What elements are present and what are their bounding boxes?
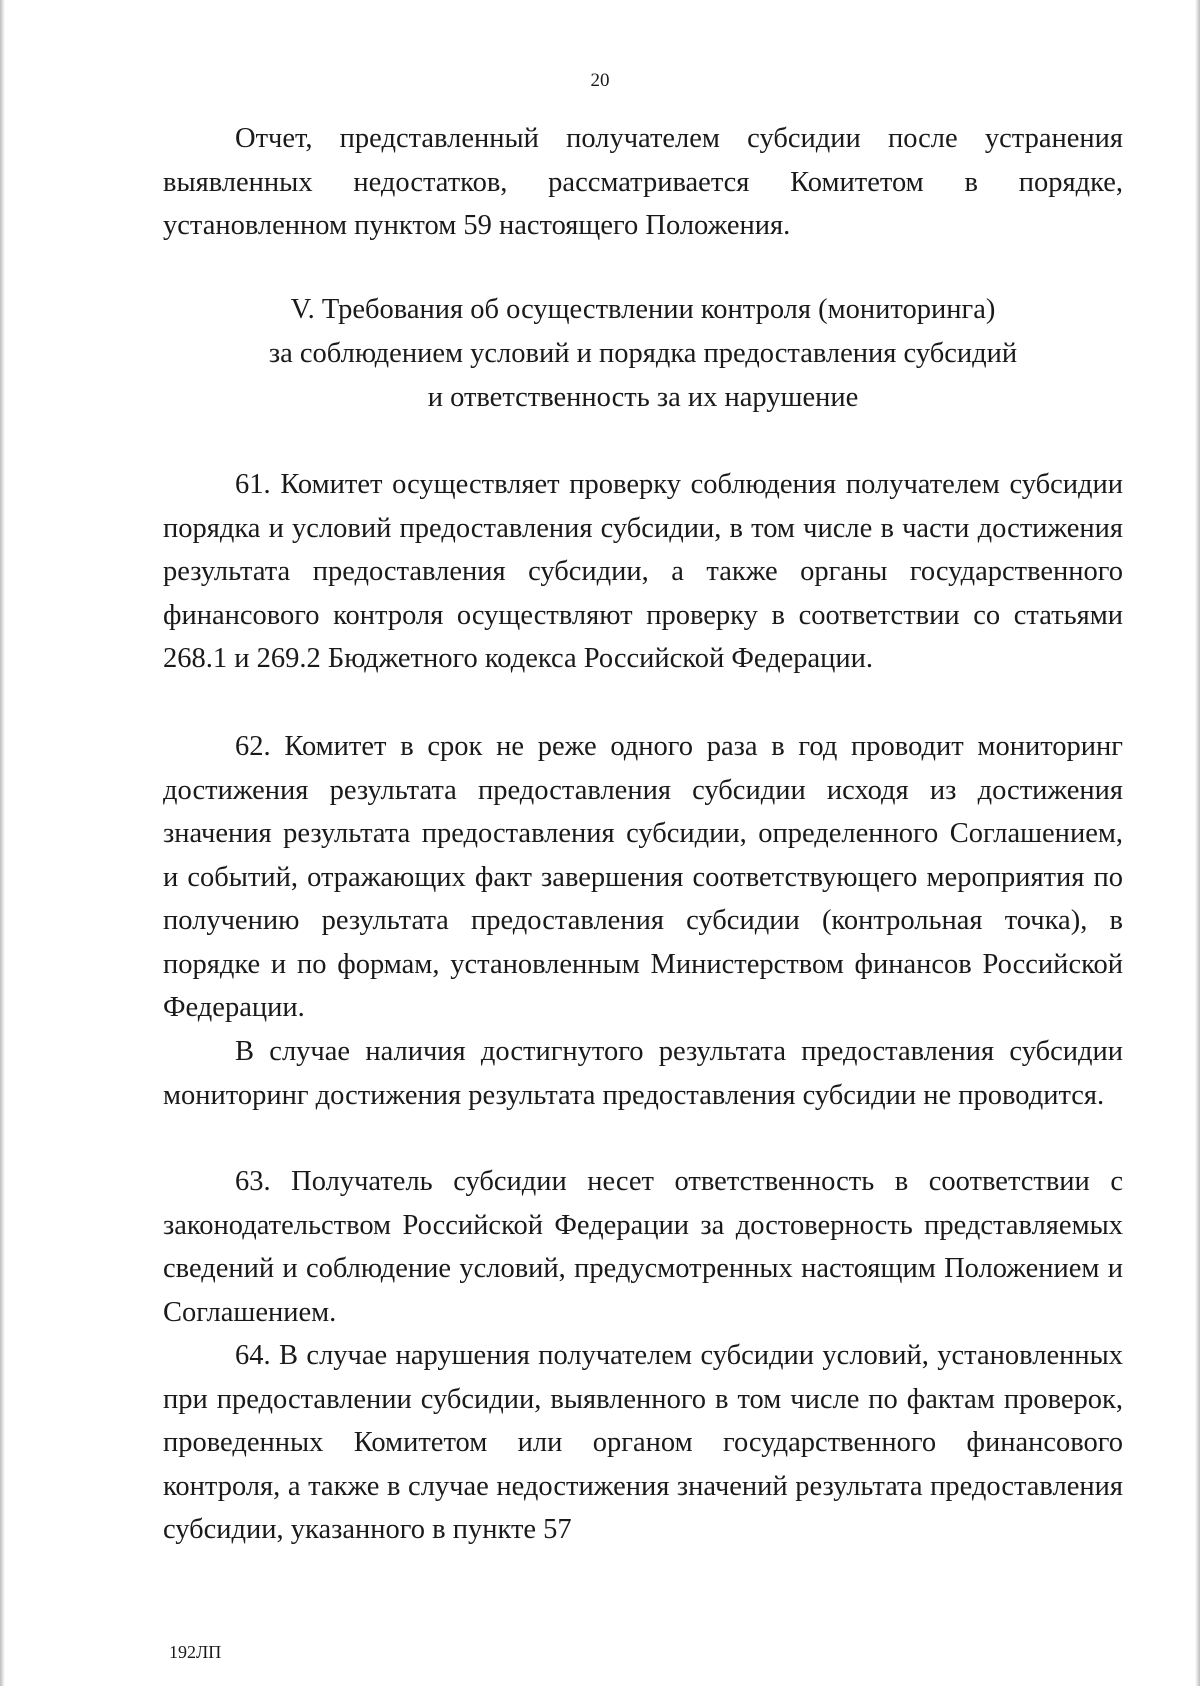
paragraph-62-continuation: В случае наличия достигнутого результата предоставления субсидии мониторинг достижения результата предоставления субсидии не проводится.	[163, 1036, 1123, 1111]
section-heading	[163, 288, 1123, 420]
paragraph-61: 61. Комитет осуществляет проверку соблюдения получателем субсидии порядка и условий предоставления субсидии, в том числе в части достижения результата предоставления субсидии, а также органы государственного финансового контроля осуществляют проверку в соответствии со статьями 268.1 и 269.2 Бюджетного кодекса Российской Федерации.	[163, 469, 1123, 674]
section-heading-line-3: и ответственность за их нарушение	[427, 382, 859, 413]
paragraph-63: 63. Получатель субсидии несет ответственность в соответствии с законодательством Российской Федерации за достоверность представляемых сведений и соблюдение условий, предусмотренных настоящим Положением и Соглашением.	[163, 1166, 1123, 1328]
document-code: 192ЛП	[169, 1642, 222, 1662]
scan-edge-right	[1195, 0, 1200, 1686]
section-heading-line-1: V. Требования об осуществлении контроля (мониторинга)	[290, 294, 996, 325]
section-heading-line-2: за соблюдением условий и порядка предоставления субсидий	[268, 338, 1018, 369]
intro-paragraph: Отчет, представленный получателем субсидии после устранения выявленных недостатков, рассматривается Комитетом в порядке, установленном пунктом 59 настоящего Положения.	[163, 123, 1123, 241]
paragraph-64: 64. В случае нарушения получателем субсидии условий, установленных при предоставлении субсидии, выявленного в том числе по фактам проверок, проведенных Комитетом или органом государственного финансового контроля, а также в случае недостижения значений результата предоставления субсидии, указанного в пункте 57	[163, 1340, 1123, 1545]
scan-edge-left	[0, 0, 5, 1686]
page-number: 20	[590, 70, 610, 91]
paragraph-62: 62. Комитет в срок не реже одного раза в год проводит мониторинг достижения результата предоставления субсидии исходя из достижения значения результата предоставления субсидии, определенного Соглашением, и событий, отражающих факт завершения соответствующего мероприятия по получению результата предоставления субсидии (контрольная точка), в порядке и по формам, установленным Министерством финансов Российской Федерации.	[163, 731, 1123, 1023]
